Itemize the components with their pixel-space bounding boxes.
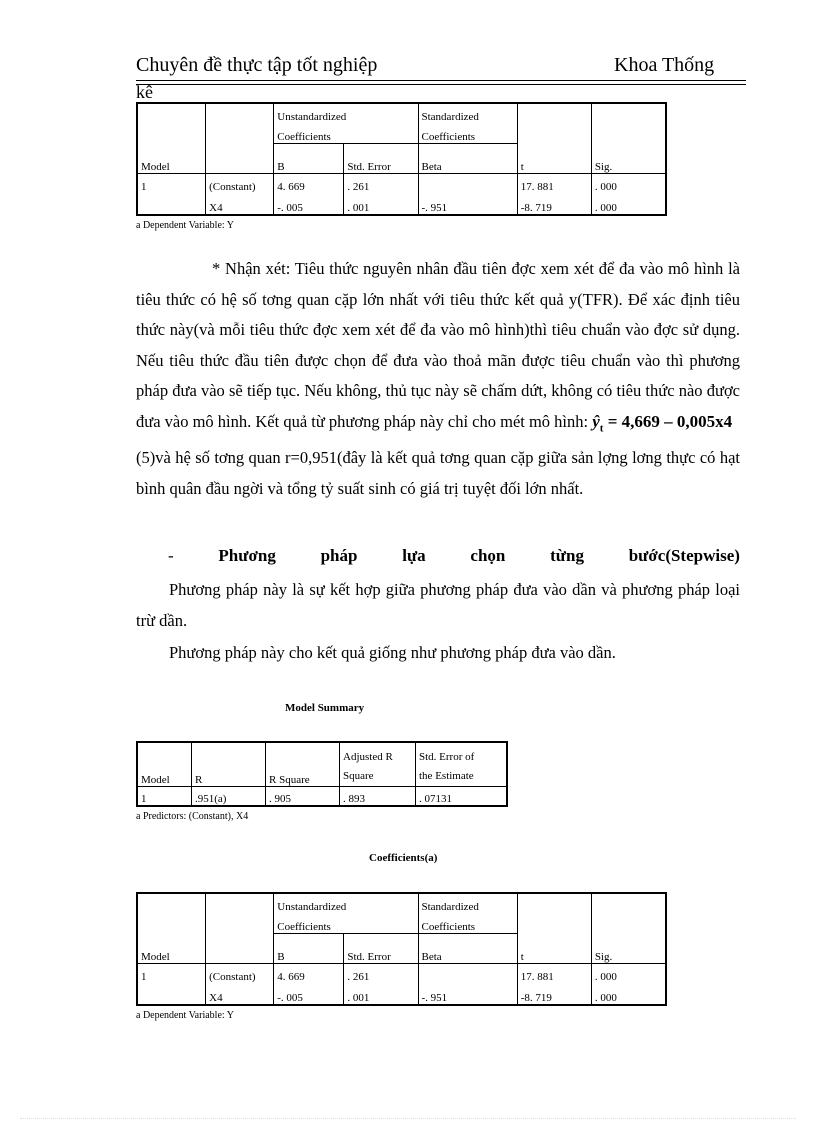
header-left: Chuyên đề thực tập tốt nghiệp xyxy=(136,54,378,76)
group-header-unstd: Unstandardized xyxy=(274,103,418,123)
col-r-square: R Square xyxy=(266,742,340,786)
col-r: R xyxy=(192,742,266,786)
col-model: Model xyxy=(137,742,192,786)
group-header-std-2: Coefficients xyxy=(418,913,517,933)
table1-footnote: a Dependent Variable: Y xyxy=(136,220,235,231)
stepwise-heading: - Phương pháp lựa chọn từng bước(Stepwise) xyxy=(168,546,740,565)
page-edge xyxy=(20,1118,796,1119)
formula: $ŷ_t = 4,669 - 0,005x4$ xyxy=(592,411,733,434)
group-header-std: Standardized xyxy=(418,103,517,123)
group-header-unstd: Unstandardized xyxy=(274,893,418,913)
table-row: 1 (Constant) 4. 669 . 261 17. 881 . 000 xyxy=(137,963,666,983)
header-right: Khoa Thống xyxy=(614,54,715,76)
col-beta: Beta xyxy=(418,933,517,963)
col-se: Std. Error xyxy=(344,933,418,963)
table-row: 1 .951(a) . 905 . 893 . 07131 xyxy=(137,786,507,806)
col-t: t xyxy=(517,933,591,963)
paragraph-correlation: (5)và hệ số tơng quan r=0,951(đây là kết quả tơng quan cặp giữa sản lợng lơng thực có hạt bình quân đầu ngời và tổng tỷ suất sinh có giá trị tuyệt đối lớn nhất. xyxy=(136,448,740,498)
group-header-unstd-2: Coefficients xyxy=(274,913,418,933)
table2-footnote: a Dependent Variable: Y xyxy=(136,1010,235,1021)
col-model: Model xyxy=(137,143,206,173)
group-header-unstd-2: Coefficients xyxy=(274,123,418,143)
model-summary-table xyxy=(136,741,508,807)
col-adjusted-r-square: Adjusted R Square xyxy=(340,742,416,786)
col-beta: Beta xyxy=(418,143,517,173)
group-header-std: Standardized xyxy=(418,893,517,913)
header-continuation: kê xyxy=(136,82,153,102)
col-sig: Sig. xyxy=(591,933,666,963)
col-se: Std. Error xyxy=(344,143,418,173)
model-summary-title: Model Summary xyxy=(285,702,365,714)
table-row: X4 -. 005 . 001 -. 951 -8. 719 . 000 xyxy=(137,193,666,215)
table-row: 1 (Constant) 4. 669 . 261 17. 881 . 000 xyxy=(137,173,666,193)
col-b: B xyxy=(274,143,344,173)
col-b: B xyxy=(274,933,344,963)
col-model: Model xyxy=(137,933,206,963)
header-rule-double xyxy=(136,84,746,85)
paragraph-remark: * Nhận xét: Tiêu thức nguyên nhân đầu tiên đợc xem xét để đa vào mô hình là tiêu thức có hệ số tơng quan cặp lớn nhất với tiêu thức kết quả y(TFR). Để xác định tiêu thức này(và mỗi tiêu thức đợc xem xét để đa vào mô hình)thì tiêu chuẩn vào đợc sử dụng. Nếu tiêu thức đầu tiên được chọn để đưa vào thoả mãn được tiêu chuẩn vào thì phương pháp đưa vào sẽ tiếp tục. Nếu không, thủ tục này sẽ chấm dứt, không có tiêu thức nào được đưa vào mô hình. Kết quả từ phương pháp này chỉ cho mét mô hình: $ŷ_t = 4,669 - 0,005x4$ (5)và hệ số tơng quan r=0,951(đây là kết quả tơng quan cặp giữa sản lợng lơng thực có hạt bình quân đầu ngời và tổng tỷ suất sinh có giá trị tuyệt đối lớn nhất. xyxy=(136,254,740,504)
col-sig: Sig. xyxy=(591,143,666,173)
col-std-error-estimate: Std. Error of the Estimate xyxy=(416,742,508,786)
coefficients-table-1 xyxy=(136,102,667,216)
col-t: t xyxy=(517,143,591,173)
table-row: X4 -. 005 . 001 -. 951 -8. 719 . 000 xyxy=(137,983,666,1005)
header-rule xyxy=(136,80,746,81)
coefficients-table-2 xyxy=(136,892,667,1006)
model-summary-footnote: a Predictors: (Constant), X4 xyxy=(136,811,249,822)
group-header-std-2: Coefficients xyxy=(418,123,517,143)
paragraph-stepwise: Phương pháp này là sự kết hợp giữa phương pháp đưa vào dần và phương pháp loại trừ dần. Phương pháp này cho kết quả giống như phương pháp đưa vào dần. xyxy=(136,580,740,662)
coefficients-title: Coefficients(a) xyxy=(369,852,438,864)
